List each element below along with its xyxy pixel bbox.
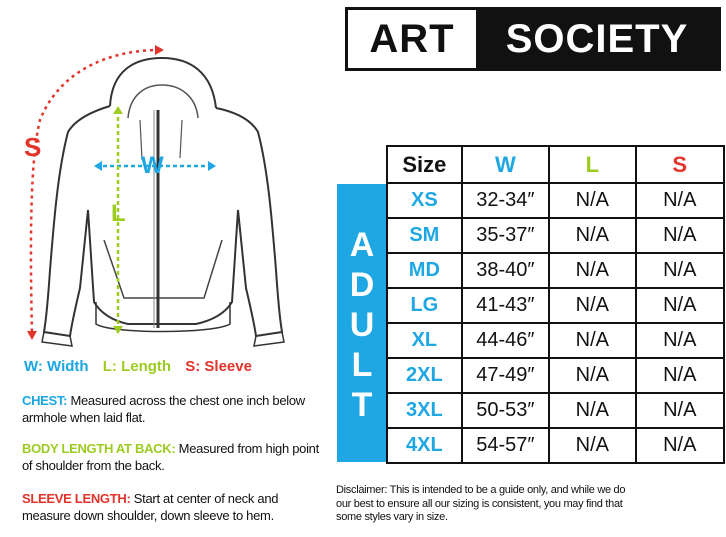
sleeve-cell: N/A bbox=[636, 253, 724, 288]
chest-note bbox=[22, 392, 322, 426]
size-cell: XS bbox=[387, 183, 462, 218]
header-size: Size bbox=[387, 146, 462, 183]
table-row bbox=[387, 218, 724, 253]
table-row bbox=[387, 253, 724, 288]
adult-letter: L bbox=[351, 346, 373, 384]
size-cell: 2XL bbox=[387, 358, 462, 393]
legend-length: L: Length bbox=[102, 358, 172, 375]
body-length-heading: BODY LENGTH AT BACK: bbox=[22, 441, 176, 456]
length-cell: N/A bbox=[549, 288, 635, 323]
sleeve-cell: N/A bbox=[636, 183, 724, 218]
size-cell: 4XL bbox=[387, 428, 462, 463]
table-row bbox=[387, 393, 724, 428]
sleeve-cell: N/A bbox=[636, 288, 724, 323]
adult-letter: U bbox=[349, 306, 375, 344]
logo-art: ART bbox=[369, 16, 455, 61]
sleeve-length-note bbox=[22, 490, 322, 524]
width-cell: 54-57″ bbox=[462, 428, 549, 463]
art-society-logo bbox=[345, 7, 721, 71]
table-header-row bbox=[387, 146, 724, 183]
logo-society: SOCIETY bbox=[476, 10, 718, 68]
sleeve-cell: N/A bbox=[636, 358, 724, 393]
table-row bbox=[387, 323, 724, 358]
sleeve-cell: N/A bbox=[636, 393, 724, 428]
sleeve-length-text: Start at center of neck and measure down shoulder, down sleeve to hem. bbox=[22, 491, 279, 523]
size-cell: 3XL bbox=[387, 393, 462, 428]
size-cell: LG bbox=[387, 288, 462, 323]
sleeve-cell: N/A bbox=[636, 323, 724, 358]
sleeve-length-heading: SLEEVE LENGTH: bbox=[22, 491, 131, 506]
adult-letter: D bbox=[349, 266, 375, 304]
chest-text: Measured across the chest one inch below armhole when laid flat. bbox=[22, 393, 305, 425]
length-cell: N/A bbox=[549, 183, 635, 218]
body-length-note bbox=[22, 440, 322, 474]
width-cell: 50-53″ bbox=[462, 393, 549, 428]
size-cell: XL bbox=[387, 323, 462, 358]
adult-letter: A bbox=[349, 226, 375, 264]
measurement-legend bbox=[24, 358, 252, 375]
length-cell: N/A bbox=[549, 218, 635, 253]
width-cell: 38-40″ bbox=[462, 253, 549, 288]
table-row bbox=[387, 183, 724, 218]
header-length: L bbox=[549, 146, 635, 183]
length-cell: N/A bbox=[549, 323, 635, 358]
table-row bbox=[387, 288, 724, 323]
table-row bbox=[387, 428, 724, 463]
length-cell: N/A bbox=[549, 428, 635, 463]
body-length-text: Measured from high point of shoulder from the back. bbox=[22, 441, 319, 473]
sizing-disclaimer: Disclaimer: This is intended to be a guide only, and while we do our best to ensure all our sizing is consistent, you may find that some styles vary in size. bbox=[336, 484, 626, 523]
table-row bbox=[387, 358, 724, 393]
width-cell: 44-46″ bbox=[462, 323, 549, 358]
length-cell: N/A bbox=[549, 253, 635, 288]
chest-heading: CHEST: bbox=[22, 393, 68, 408]
legend-width: W: Width bbox=[24, 358, 89, 375]
length-diagram-label: L bbox=[111, 200, 126, 227]
width-cell: 47-49″ bbox=[462, 358, 549, 393]
adult-label-bar bbox=[337, 184, 387, 462]
adult-letter: T bbox=[351, 386, 373, 424]
header-width: W bbox=[462, 146, 549, 183]
length-cell: N/A bbox=[549, 358, 635, 393]
header-sleeve: S bbox=[636, 146, 724, 183]
legend-sleeve: S: Sleeve bbox=[185, 358, 252, 375]
width-cell: 32-34″ bbox=[462, 183, 549, 218]
sleeve-diagram-label: S bbox=[24, 132, 42, 162]
width-cell: 35-37″ bbox=[462, 218, 549, 253]
sleeve-cell: N/A bbox=[636, 428, 724, 463]
width-cell: 41-43″ bbox=[462, 288, 549, 323]
size-cell: SM bbox=[387, 218, 462, 253]
width-diagram-label: W bbox=[141, 152, 164, 179]
sleeve-cell: N/A bbox=[636, 218, 724, 253]
size-cell: MD bbox=[387, 253, 462, 288]
length-cell: N/A bbox=[549, 393, 635, 428]
hoodie-diagram bbox=[0, 40, 300, 350]
size-chart-table bbox=[386, 145, 725, 464]
